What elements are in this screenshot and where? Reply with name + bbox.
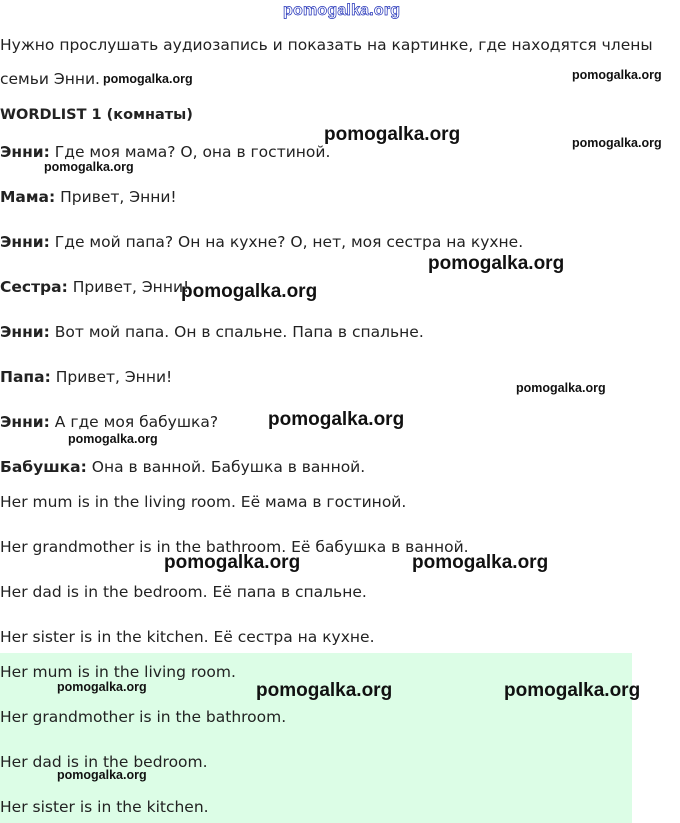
utterance: Она в ванной. Бабушка в ванной. [86, 458, 366, 476]
watermark: pomogalka.org [256, 680, 393, 701]
watermark: pomogalka.org [324, 124, 461, 145]
utterance: Привет, Энни! [55, 188, 177, 206]
dialogue-line [0, 186, 177, 208]
watermark: pomogalka.org [268, 409, 405, 430]
speaker: Энни: [0, 323, 50, 341]
dialogue-line [0, 276, 189, 298]
translation-line: Her grandmother is in the bathroom. Её бабушка в ванной. [0, 538, 469, 556]
watermark: pomogalka.org [572, 136, 662, 150]
utterance: Привет, Энни! [50, 368, 173, 386]
dialogue-line [0, 231, 523, 253]
utterance: Привет, Энни! [67, 278, 190, 296]
speaker: Бабушка: [0, 458, 87, 476]
answer-line: Her grandmother is in the bathroom. [0, 708, 287, 726]
speaker: Энни: [0, 233, 50, 251]
answer-line: Her mum is in the living room. [0, 663, 236, 681]
utterance: Вот мой папа. Он в спальне. Папа в спальне. [49, 323, 424, 341]
instruction-line-1: Нужно прослушать аудиозапись и показать на картинке, где находятся члены [0, 36, 653, 54]
dialogue-line [0, 411, 218, 433]
speaker: Энни: [0, 143, 50, 161]
dialogue-line [0, 366, 172, 388]
watermark: pomogalka.org [428, 253, 565, 274]
watermark: pomogalka.org [181, 281, 318, 302]
wordlist-title: WORDLIST 1 (комнаты) [0, 107, 193, 123]
answer-line: Her dad is in the bedroom. [0, 753, 208, 771]
watermark: pomogalka.org [504, 680, 641, 701]
watermark: pomogalka.org [68, 432, 158, 446]
dialogue-line [0, 456, 365, 478]
watermark: pomogalka.org [103, 72, 193, 86]
watermark: pomogalka.org [57, 680, 147, 694]
watermark: pomogalka.org [412, 552, 549, 573]
answer-line: Her sister is in the kitchen. [0, 798, 209, 816]
watermark: pomogalka.org [572, 68, 662, 82]
speaker: Сестра: [0, 278, 68, 296]
translation-line: Her sister is in the kitchen. Её сестра на кухне. [0, 628, 375, 646]
translation-line: Her mum is in the living room. Её мама в гостиной. [0, 493, 407, 511]
utterance: Где мой папа? Он на кухне? О, нет, моя сестра на кухне. [49, 233, 524, 251]
utterance: А где моя бабушка? [49, 413, 219, 431]
instruction-line-2: семьи Энни. [0, 70, 100, 88]
watermark: pomogalka.org [44, 160, 134, 174]
watermark: pomogalka.org [57, 768, 147, 782]
site-logo[interactable]: pomogalka.org [283, 2, 401, 19]
speaker: Мама: [0, 188, 56, 206]
watermark: pomogalka.org [516, 381, 606, 395]
speaker: Папа: [0, 368, 51, 386]
dialogue-line [0, 321, 424, 343]
speaker: Энни: [0, 413, 50, 431]
translation-line: Her dad is in the bedroom. Её папа в спальне. [0, 583, 367, 601]
watermark: pomogalka.org [164, 552, 301, 573]
utterance: Где моя мама? О, она в гостиной. [49, 143, 331, 161]
